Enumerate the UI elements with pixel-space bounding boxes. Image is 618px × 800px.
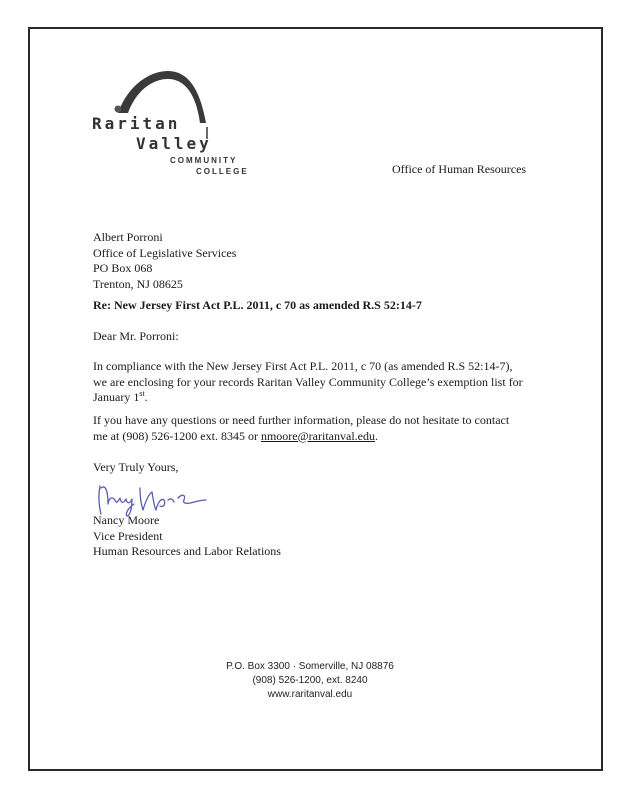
office-heading: Office of Human Resources: [392, 162, 527, 176]
signature-block: [93, 513, 281, 560]
footer-phone: (908) 526-1200, ext. 8240: [252, 675, 368, 686]
contact-text: me at (908) 526-1200 ext. 8345 or: [93, 428, 261, 443]
date-text: January 1: [93, 390, 140, 404]
college-logo: [88, 65, 248, 180]
footer-website[interactable]: www.raritanval.edu: [267, 689, 353, 700]
logo-word-valley: Valley: [136, 134, 212, 153]
recipient-name: Albert Porroni: [93, 230, 163, 244]
recipient-address: [93, 230, 236, 292]
subject-line: Re: New Jersey First Act P.L. 2011, c 70 as amended R.S 52:14-7: [93, 298, 422, 312]
body-paragraph-1: [93, 359, 523, 406]
paragraph-line: If you have any questions or need further information, please do not hesitate to contact: [93, 413, 510, 427]
date-ordinal: st: [139, 389, 145, 398]
logo-word-raritan: Raritan: [92, 114, 181, 133]
email-link[interactable]: nmoore@raritanval.edu: [260, 428, 375, 443]
contact-period: .: [374, 428, 378, 443]
recipient-office: Office of Legislative Services: [93, 245, 237, 260]
date-period: .: [144, 390, 148, 404]
signatory-department: Human Resources and Labor Relations: [93, 544, 281, 558]
paragraph-line: In compliance with the New Jersey First Act P.L. 2011, c 70 (as amended R.S 52:14-7),: [93, 359, 513, 373]
signatory-title: Vice President: [93, 528, 163, 543]
logo-word-college: COLLEGE: [196, 167, 249, 176]
recipient-box: PO Box 068: [93, 261, 153, 275]
signatory-name: Nancy Moore: [93, 513, 160, 527]
closing: Very Truly Yours,: [93, 460, 179, 474]
footer-address: [200, 660, 420, 702]
signature-icon: [94, 478, 214, 518]
body-paragraph-2: [93, 413, 509, 444]
salutation: Dear Mr. Porroni:: [93, 329, 179, 343]
paragraph-line: [93, 390, 523, 406]
logo-word-community: COMMUNITY: [170, 156, 238, 165]
paragraph-line: we are enclosing for your records Raritan Valley Community College’s exemption list for: [93, 374, 523, 389]
paragraph-line: [93, 429, 509, 445]
footer-postal: P.O. Box 3300 · Somerville, NJ 08876: [226, 661, 394, 672]
recipient-city: Trenton, NJ 08625: [93, 276, 183, 291]
